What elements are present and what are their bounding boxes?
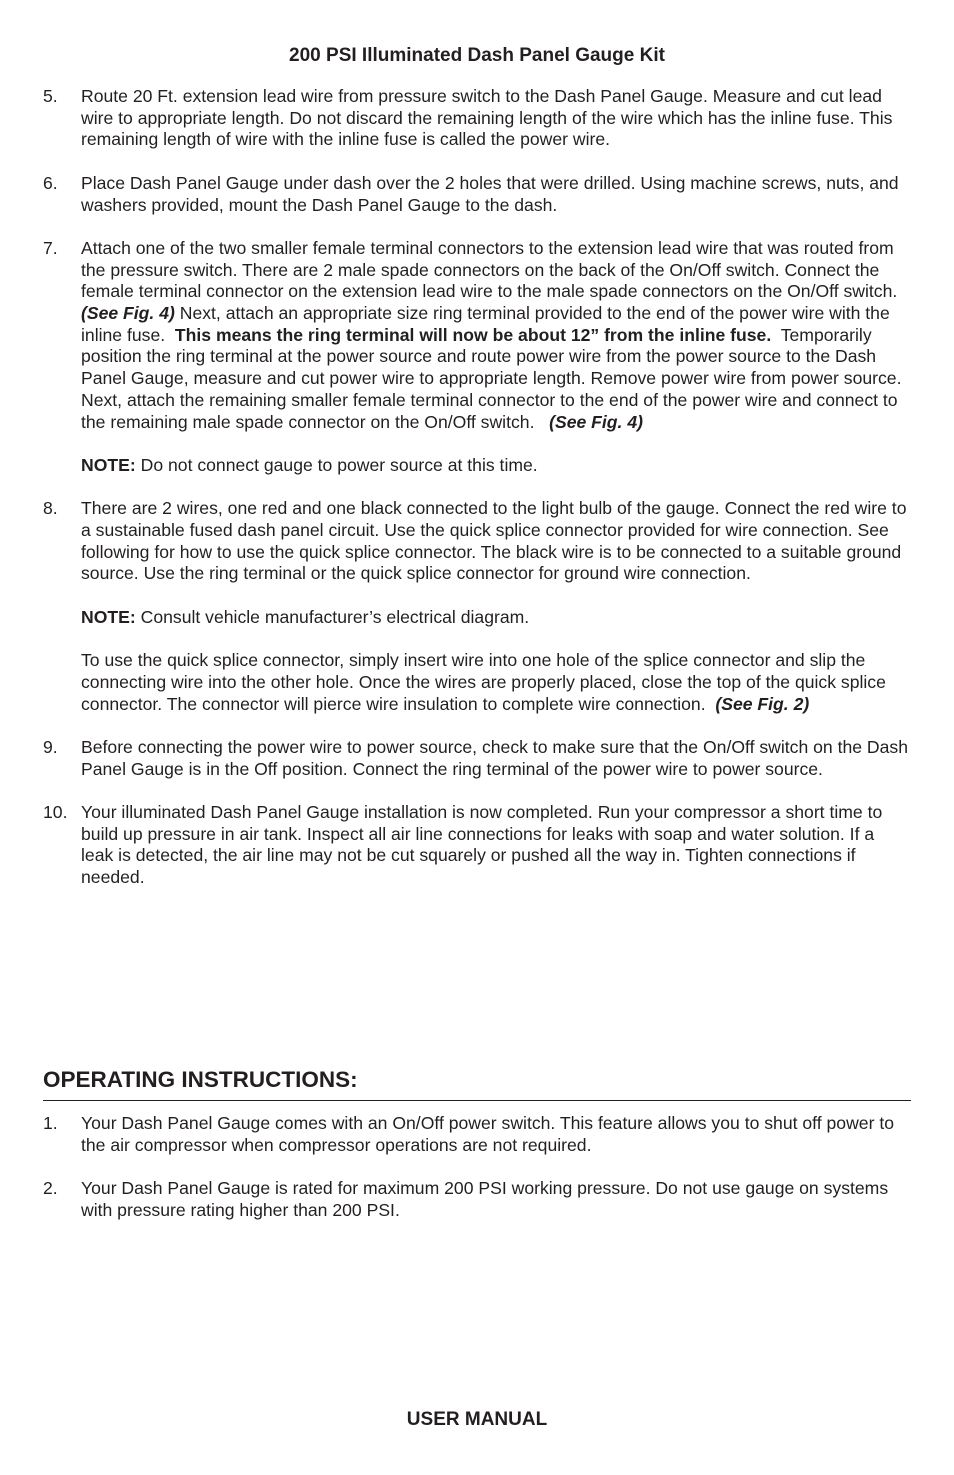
step-number: 10.: [43, 802, 68, 823]
note: [81, 455, 911, 477]
note-text: Consult vehicle manufacturer’s electrical diagram.: [140, 606, 530, 627]
operating-instructions-heading: OPERATING INSTRUCTIONS:: [43, 1066, 911, 1101]
step-text-part: Attach one of the two smaller female terminal connectors to the extension lead wire that was routed from the pressure switch. There are 2 male spade connectors on the back of the On/Off switch. Connect the female terminal connector on the extension lead wire to the male spade connectors on the On/Off switch.: [81, 237, 898, 302]
step-text: [81, 238, 911, 433]
step-text: Before connecting the power wire to power source, check to make sure that the On/Off switch on the Dash Panel Gauge is in the Off position. Connect the ring terminal of the power wire to power source.: [81, 736, 909, 779]
step-number: 5.: [43, 86, 58, 106]
step-8: [43, 498, 911, 715]
step-number: 9.: [43, 736, 58, 757]
step-number: 7.: [43, 237, 58, 258]
note-label: NOTE:: [81, 606, 136, 627]
note: [81, 607, 911, 629]
step-text-part: Temporarily position the ring terminal at the power source and route power wire from the power source to the Dash Panel Gauge, measure and cut power wire to appropriate length. Remove power wire from power source. Next, attach the remaining smaller female terminal connector to the end of the power wire and connect to the remaining male spade connector on the On/Off switch.: [81, 324, 902, 432]
step-text: Your Dash Panel Gauge is rated for maximum 200 PSI working pressure. Do not use gauge on systems with pressure rating higher than 200 PSI.: [81, 1178, 889, 1220]
operating-steps: [43, 1113, 911, 1243]
footer-label: USER MANUAL: [406, 1409, 548, 1430]
note-text: Do not connect gauge to power source at this time.: [140, 454, 538, 475]
figure-reference: (See Fig. 4): [81, 303, 175, 323]
step-number: 2.: [43, 1178, 58, 1199]
installation-steps: [43, 86, 911, 911]
step-10: [43, 802, 911, 889]
step-text: Your Dash Panel Gauge comes with an On/Off power switch. This feature allows you to shut off power to the air compressor when compressor operations are not required.: [81, 1113, 895, 1155]
operating-step-1: [43, 1113, 911, 1156]
step-text-part: To use the quick splice connector, simply insert wire into one hole of the splice connector and slip the connecting wire into the other hole. Once the wires are properly placed, close the top of the quick splice connector. The connector will pierce wire insulation to complete wire connection.: [81, 650, 886, 714]
step-text-part: Next, attach an appropriate size ring terminal provided to the end of the power wire with the inline fuse.: [81, 303, 890, 345]
figure-reference: (See Fig. 4): [549, 411, 643, 432]
step-5: [43, 86, 911, 151]
step-text: Place Dash Panel Gauge under dash over the 2 holes that were drilled. Using machine screws, nuts, and washers provided, mount the Dash Panel Gauge to the dash.: [81, 172, 899, 215]
step-7: [43, 238, 911, 477]
step-6: [43, 173, 911, 216]
step-text: Your illuminated Dash Panel Gauge installation is now completed. Run your compressor a short time to build up pressure in air tank. Inspect all air line connections for leaks with soap and water solution. If a leak is detected, the air line may not be cut squarely or pushed all the way in. Tighten connections if needed.: [81, 802, 883, 888]
step-number: 1.: [43, 1113, 58, 1133]
operating-step-2: [43, 1178, 911, 1221]
figure-reference: (See Fig. 2): [715, 693, 810, 714]
emphasis-text: This means the ring terminal will now be about 12” from the inline fuse.: [174, 324, 772, 345]
step-text: There are 2 wires, one red and one black connected to the light bulb of the gauge. Connect the red wire to a sustainable fused dash panel circuit. Use the quick splice connector provided for wire connection. See following for how to use the quick splice connector. The black wire is to be connected to a suitable ground source. Use the ring terminal or the quick splice connector for ground wire connection.: [81, 498, 907, 584]
page-title: 200 PSI Illuminated Dash Panel Gauge Kit: [289, 45, 665, 66]
note-label: NOTE:: [81, 454, 136, 475]
step-number: 6.: [43, 172, 58, 193]
step-text: Route 20 Ft. extension lead wire from pressure switch to the Dash Panel Gauge. Measure and cut lead wire to appropriate length. Do not discard the remaining length of the wire which has the inline fuse. This remaining length of wire with the inline fuse is called the power wire.: [81, 86, 893, 150]
step-number: 8.: [43, 498, 58, 519]
step-9: [43, 737, 911, 780]
splice-instructions: [81, 650, 911, 715]
